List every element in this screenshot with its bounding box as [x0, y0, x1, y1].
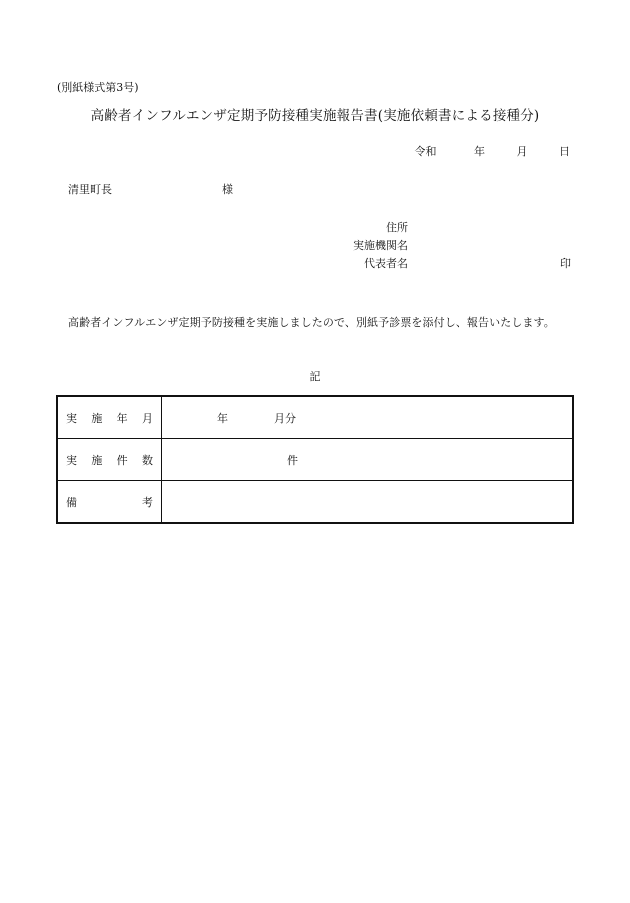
addressee-honorific: 様	[222, 183, 233, 196]
label-char: 件	[116, 453, 128, 467]
label-char: 年	[116, 411, 128, 425]
label-char: 月	[141, 411, 153, 425]
seal-mark: 印	[560, 257, 571, 270]
date-month: 月	[516, 145, 528, 158]
date-era: 令和	[414, 145, 437, 158]
label-char: 施	[91, 453, 103, 467]
report-table	[56, 395, 574, 524]
label-remarks	[57, 481, 162, 524]
document-title: 高齢者インフルエンザ定期予防接種実施報告書(実施依頼書による接種分)	[90, 108, 540, 124]
value-implementation-count[interactable]	[162, 439, 574, 481]
month-unit: 月分	[274, 411, 296, 425]
label-implementation-month	[57, 396, 162, 439]
label-char: 実	[66, 411, 77, 425]
value-implementation-month[interactable]	[162, 396, 574, 439]
year-unit: 年	[217, 411, 228, 425]
label-char: 考	[142, 495, 153, 509]
ki-heading: 記	[309, 370, 321, 383]
institution-label: 実施機関名	[353, 239, 408, 252]
addressee-name: 清里町長	[68, 183, 112, 196]
date-day: 日	[559, 145, 570, 158]
table-row	[57, 439, 573, 481]
table-row	[57, 396, 573, 439]
value-remarks[interactable]	[162, 481, 574, 524]
address-label: 住所	[386, 221, 408, 234]
label-char: 数	[141, 453, 153, 467]
form-number: (別紙様式第3号)	[57, 81, 139, 94]
date-year: 年	[474, 145, 485, 158]
label-char: 実	[66, 453, 77, 467]
table-row	[57, 481, 573, 524]
label-char: 施	[91, 411, 103, 425]
representative-label: 代表者名	[364, 257, 408, 270]
report-statement: 高齢者インフルエンザ定期予防接種を実施しましたので、別紙予診票を添付し、報告いたします。	[68, 316, 555, 329]
label-implementation-count	[57, 439, 162, 481]
label-char: 備	[66, 495, 77, 509]
count-unit: 件	[287, 453, 298, 467]
date-line	[415, 143, 571, 159]
